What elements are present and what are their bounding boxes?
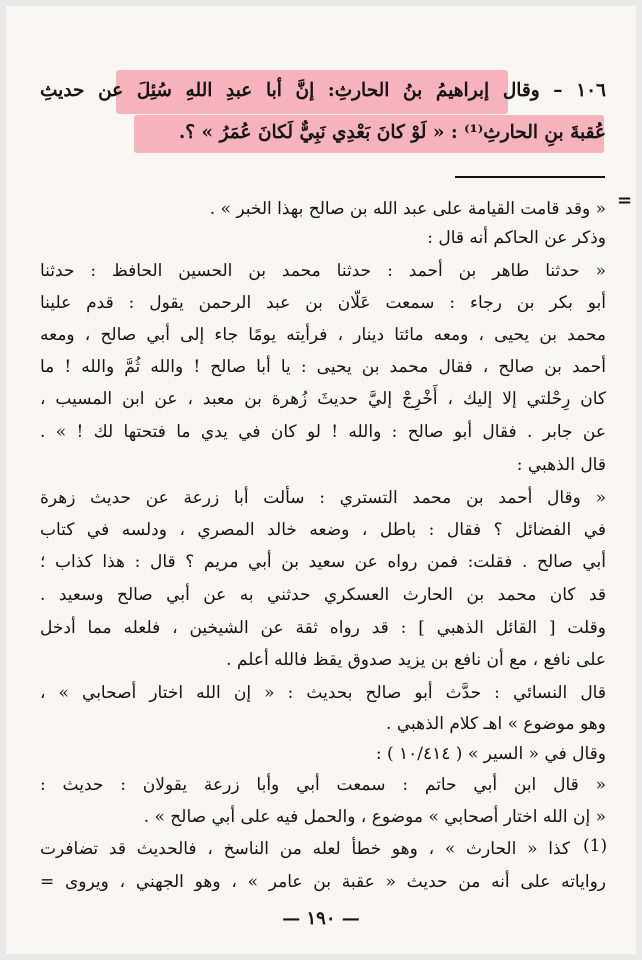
- body-line: في الفضائل ؟ فقال : باطل ، وضعه خالد المصري ، ودلسه في كتاب: [40, 520, 606, 540]
- body-line: أبو بكر بن رجاء : سمعت عَلّان بن عبد الرحمن يقول : قدم علينا: [40, 293, 606, 313]
- footnote-line: رواياته على أنه من حديث « عقبة بن عامر » ، وهو الجهني ، ويروى =: [40, 872, 606, 892]
- body-line: قال الذهبي :: [516, 455, 606, 475]
- body-line: عن جابر . فقال أبو صالح : والله ! لو كان في يدي ما فتحتها لك ! » .: [40, 422, 606, 442]
- body-line: وذكر عن الحاكم أنه قال :: [427, 228, 606, 248]
- section-divider: [455, 176, 605, 178]
- body-line: أحمد بن صالح ، فقال محمد بن يحيى : يا أبا صالح ! والله ثُمَّ والله ! ما: [40, 357, 606, 377]
- body-line: وقال في « السير » ( ١٠/٤١٤ ) :: [375, 744, 606, 764]
- body-line: « قال ابن أبي حاتم : سمعت أبي وأبا زرعة يقولان : حديث :: [40, 775, 606, 795]
- page-number: — ١٩٠ —: [282, 908, 360, 929]
- footnote-marker: (1): [583, 836, 608, 856]
- body-line: وهو موضوع » اهـ كلام الذهبي .: [386, 714, 606, 734]
- body-line: أبي صالح . فقلت: فمن رواه عن سعيد بن أبي مريم ؟ قال : هذا كذاب ؛: [40, 552, 606, 572]
- entry-heading-line: عُقبةَ بنِ الحارثِ⁽¹⁾ : « لَوْ كانَ بَعْدِي نَبِيٌّ لَكانَ عُمَرُ » ؟.: [178, 122, 606, 143]
- body-line: قال النسائي : حدَّث أبو صالح بحديث : « إن الله اختار أصحابي » ،: [40, 683, 606, 703]
- footnote-line: كذا « الحارث » ، وهو خطأ لعله من الناسخ ، فالحديث قد تضافرت: [40, 839, 570, 859]
- body-line: على نافع ، مع أن نافع بن يزيد صدوق يقظ فالله أعلم .: [226, 650, 606, 670]
- body-line: محمد بن يحيى ، ومعه مائتا دينار ، فرأيته يومًا جاء إلى أبي صالح ، ومعه: [40, 325, 606, 345]
- body-line: وقلت [ القائل الذهبي ] : قد رواه ثقة عن الشيخين ، فلعله مما أدخل: [40, 618, 606, 638]
- entry-heading-line: ١٠٦ – وقال إبراهيمُ بنُ الحارثِ: إنَّ أبا عبدِ اللهِ سُئِلَ عن حديثِ: [40, 80, 606, 101]
- body-line: « وقال أحمد بن محمد التستري : سألت أبا زرعة عن حديث زهرة: [40, 488, 606, 508]
- continuation-mark: =: [617, 190, 633, 211]
- body-line: قد كان محمد بن الحارث العسكري حدثني به عن أبي صالح وسعيد .: [40, 585, 606, 605]
- body-line: « إن الله اختار أصحابي » موضوع ، والحمل فيه على أبي صالح » .: [143, 807, 606, 827]
- body-line: « وقد قامت القيامة على عبد الله بن صالح بهذا الخبر » .: [209, 199, 606, 219]
- body-line: « حدثنا طاهر بن أحمد : حدثنا محمد بن الحسين الحافظ : حدثنا: [40, 261, 606, 281]
- body-line: كان رِحْلتي إلا إليك ، أَخْرِجْ إليَّ حديثَ زُهرة بن معبد ، عن ابن المسيب ،: [40, 389, 606, 409]
